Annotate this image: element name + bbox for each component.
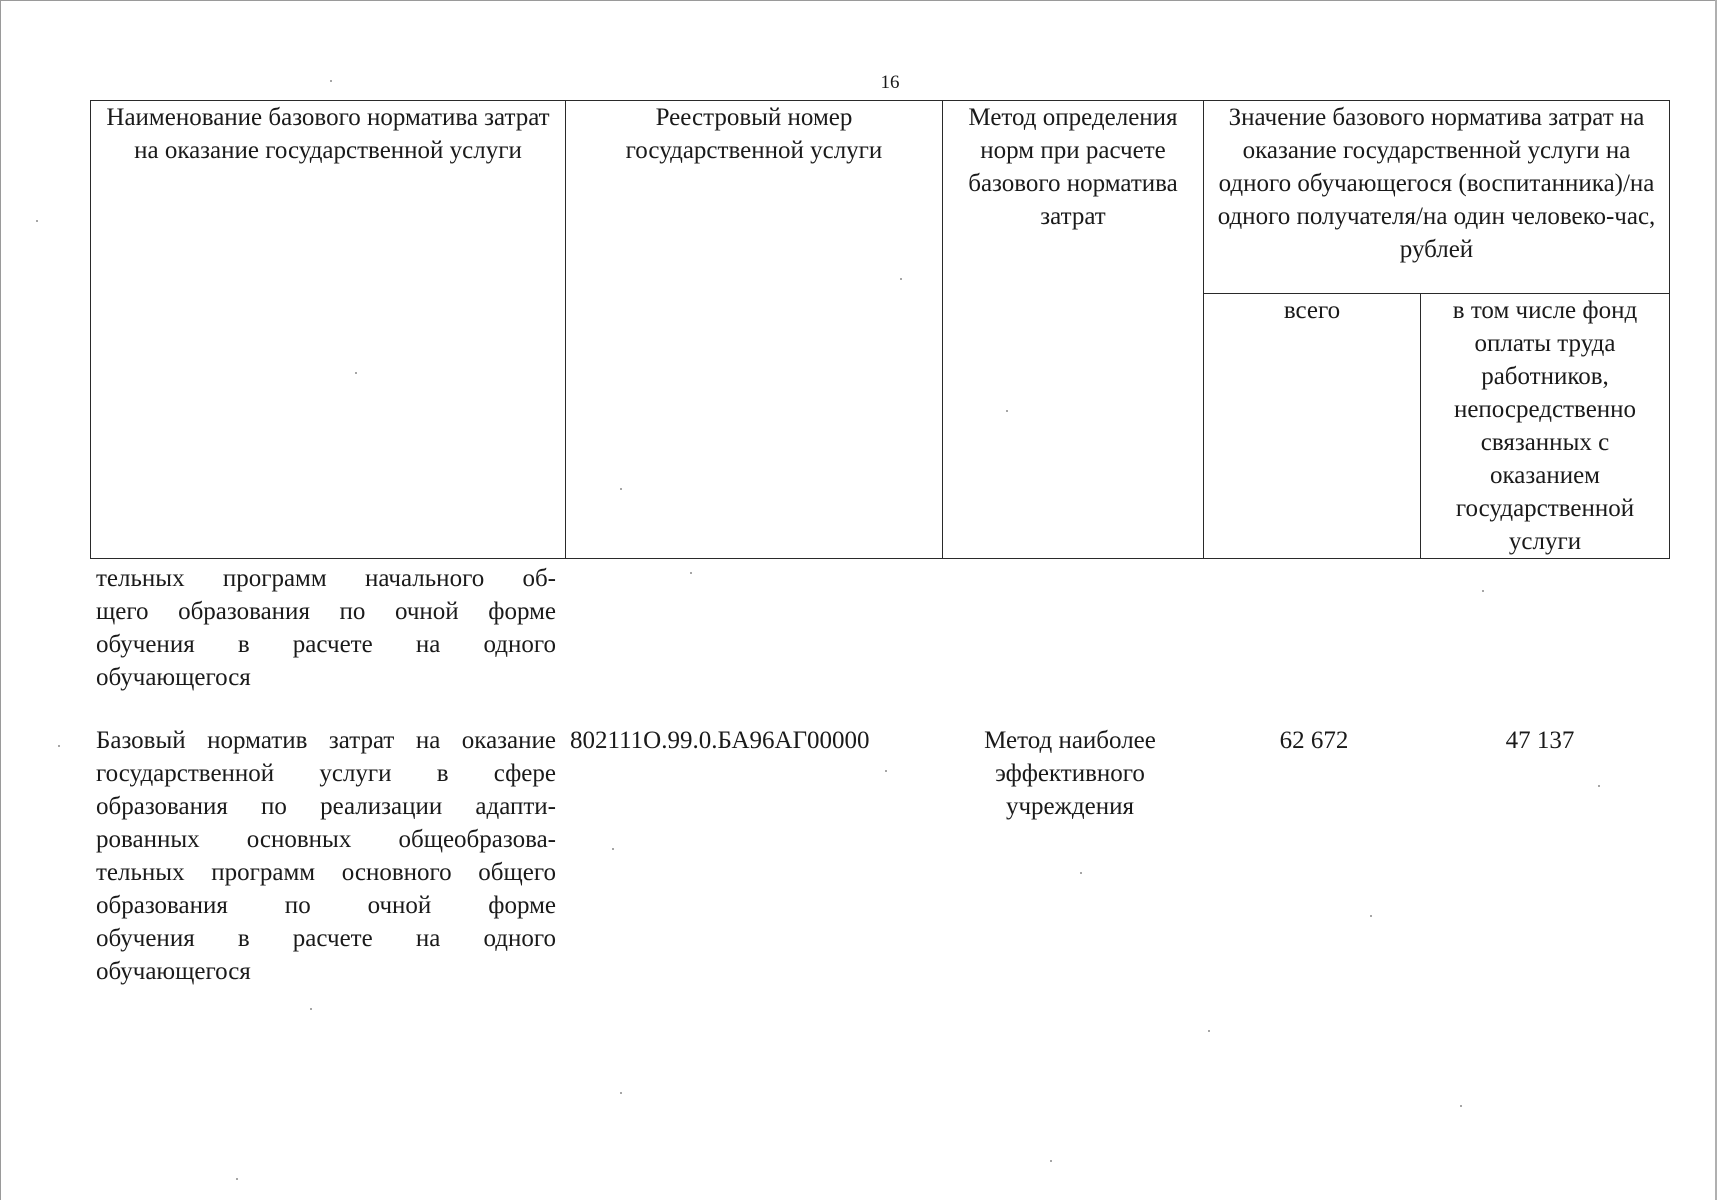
scan-speck — [1370, 915, 1372, 917]
scan-speck — [1598, 785, 1600, 787]
header-name: Наименование базового норматива затрат на оказание государственной услуги — [91, 101, 566, 559]
scan-speck — [310, 1008, 312, 1010]
scan-speck — [612, 848, 614, 850]
cost-table-header — [90, 100, 1670, 559]
method-line: Метод наиболее — [984, 727, 1156, 754]
scan-speck — [1208, 1030, 1210, 1032]
scan-speck — [1080, 872, 1082, 874]
name-line: обучения в расчете на одного — [96, 925, 556, 952]
name-line: обучения в расчете на одного — [96, 631, 556, 658]
scan-speck — [36, 220, 38, 222]
scan-speck — [1050, 1160, 1052, 1162]
name-line: образования по реализации адапти- — [96, 793, 556, 820]
scan-speck — [690, 572, 692, 574]
name-line: государственной услуги в сфере — [96, 760, 556, 787]
header-registry-number: Реестровый номер государственной услуги — [566, 101, 943, 559]
scan-speck — [355, 372, 357, 374]
row-registry-number: 802111О.99.0.БА96АГ00000 — [570, 727, 870, 754]
method-line: эффективного — [995, 760, 1145, 787]
scan-speck — [1482, 590, 1484, 592]
page-number: 16 — [880, 72, 900, 93]
scan-speck — [1006, 410, 1008, 412]
name-line: щего образования по очной форме — [96, 598, 556, 625]
header-value-group: Значение базового норматива затрат на оказание государственной услуги на одного обучающегося (воспитанника)/на одного получателя/на один человеко-час, рублей — [1204, 101, 1670, 294]
method-line: учреждения — [1005, 793, 1134, 820]
header-row-main — [91, 101, 1670, 294]
scan-edge-top — [0, 0, 1717, 1]
name-line: рованных основных общеобразова- — [96, 826, 556, 853]
scan-edge-left — [0, 0, 1, 1200]
scan-speck — [58, 745, 60, 747]
name-line: образования по очной форме — [96, 892, 556, 919]
row-method — [950, 724, 1190, 823]
scan-speck — [1460, 1105, 1462, 1107]
scan-speck — [900, 278, 902, 280]
scan-speck — [330, 80, 332, 82]
row-wage-fund-value: 47 137 — [1505, 727, 1575, 754]
header-wage-fund: в том числе фонд оплаты труда работников, непосредственно связанных с оказанием государственной услуги — [1421, 294, 1670, 559]
name-line: обучающегося — [96, 958, 251, 985]
row-total-value: 62 672 — [1279, 727, 1349, 754]
name-line: Базовый норматив затрат на оказание — [96, 727, 556, 754]
scan-speck — [620, 488, 622, 490]
scan-speck — [236, 1178, 238, 1180]
scan-speck — [620, 1092, 622, 1094]
header-method: Метод определения норм при расчете базового норматива затрат — [943, 101, 1204, 559]
row-name — [96, 724, 556, 988]
name-line: тельных программ основного общего — [96, 859, 556, 886]
continued-row-name — [96, 562, 556, 694]
scan-speck — [885, 770, 887, 772]
header-total: всего — [1204, 294, 1421, 559]
name-line: тельных программ начального об- — [96, 565, 556, 592]
name-line: обучающегося — [96, 664, 251, 691]
